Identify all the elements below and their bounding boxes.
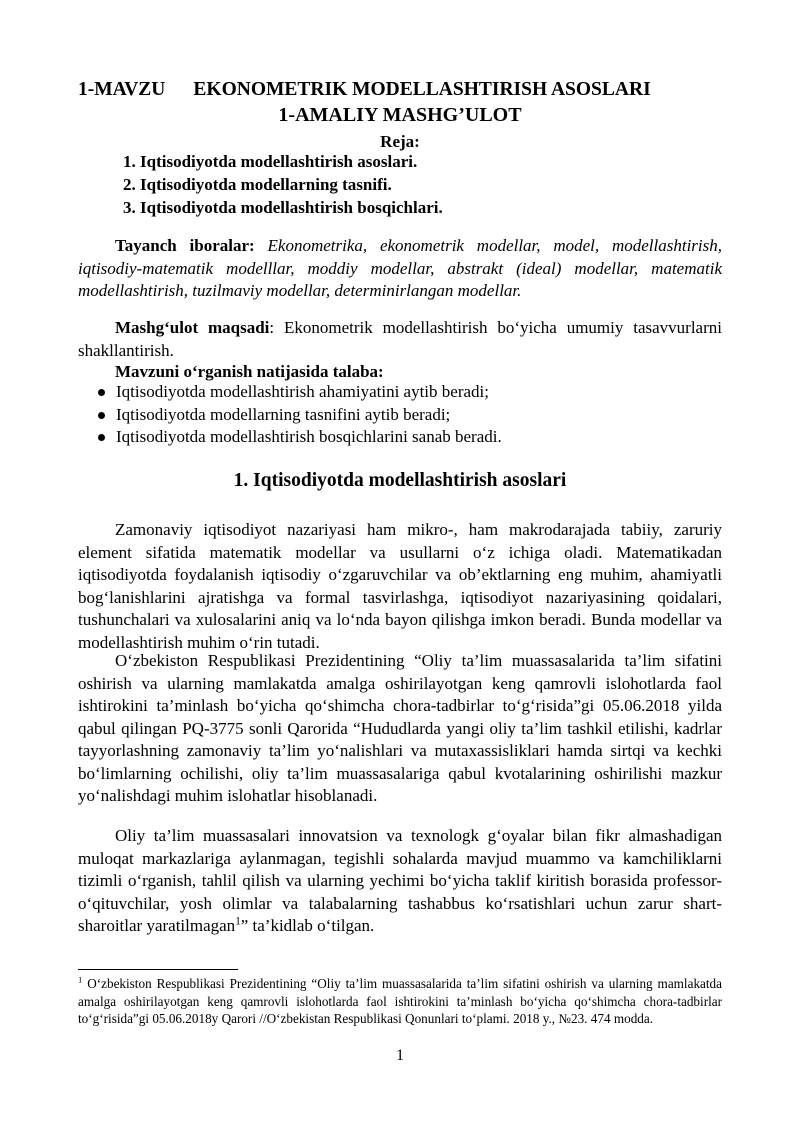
keywords-label: Tayanch iboralar: — [115, 236, 255, 255]
outcomes-heading: Mavzuni o‘rganish natijasida talaba: — [115, 362, 384, 381]
list-item: Iqtisodiyotda modellashtirish bosqichlarini sanab beradi. — [98, 426, 728, 449]
keywords-text: Ekonometrika, ekonometrik modellar, model, modellashtirish, iqtisodiy-matematik modelllar, moddiy modellar, abstrakt (ideal) modellar, matematik modellashtirish, tuzilmaviy modellar, determinirlangan modellar. — [78, 236, 723, 300]
footnote — [78, 975, 722, 1028]
topic-title — [78, 78, 722, 102]
footnote-divider — [78, 969, 238, 970]
bullet-icon — [98, 434, 105, 441]
section-paragraph-1: Zamonaviy iqtisodiyot nazariyasi ham mikro-, ham makrodarajada tabiiy, zaruriy element sifatida matematik modellar va usullarni o‘z ichiga oladi. Matematikadan iqtisodiyotda foydalanish iqtisodiy o‘zgaruvchilar va ob’ektlarning eng muhim, ahamiyatli bog‘lanishlarini ajratishga va formal tasvirlashga, iqtisodiyot nazariyasining qoidalari, tushunchalari va xulosalarini aniq va lo‘nda bayon qilishga imkon beradi. Bunda modellar va modellashtirish muhim o‘rin tutadi. — [78, 520, 722, 652]
section-paragraph-2: O‘zbekiston Respublikasi Prezidentining “Oliy ta’lim muassasalarida ta’lim sifatini oshirish va ularning mamlakatda amalga oshirilayotgan keng qamrovli islohotlarda faol ishtirokini ta’minlash bo‘yicha qo‘shimcha chora-tadbirlar to‘g‘risida”gi 05.06.2018 yilda qabul qilingan PQ-3775 sonli Qarorida “Hududlarda yangi oliy ta’lim tashkil etilishi, kadrlar tayyorlashning zamonaviy ta’lim yo‘nalishlari va mutaxassisliklari hamda sirtqi va kechki bo‘limlarning ochilishi, oliy ta’lim muassasalariga qabul kvotalarining oshirilishi mazkur yo‘nalishdagi muhim islohatlar hisoblanadi. — [78, 651, 722, 805]
bullet-icon — [98, 389, 105, 396]
goal-text: : Ekonometrik modellashtirish bo‘yicha umumiy tasavvurlarni shakllantirish. — [78, 318, 722, 360]
footnote-text: O‘zbekiston Respublikasi Prezidentining “Oliy ta’lim muassasalarida ta’lim sifatini oshirish va ularning mamlakatda amalga oshirilayotgan keng qamrovli islohotlarda faol ishtirokini ta’minlash bo‘yicha qo‘shimcha chora-tadbirlar to‘g‘risida”gi 05.06.2018y Qarori //O‘zbekistan Respublikasi Qonunlari to‘plami. 2018 y., №23. 474 modda. — [78, 976, 722, 1026]
goal-paragraph — [78, 317, 722, 362]
topic-number: 1-MAVZU — [78, 79, 166, 100]
footnote-reference: 1 — [235, 915, 241, 928]
goal-label: Mashg‘ulot maqsadi — [115, 318, 270, 337]
bullet-icon — [98, 412, 105, 419]
page-number: 1 — [396, 1047, 404, 1064]
plan-item-1: 1. Iqtisodiyotda modellashtirish asoslari. — [123, 152, 418, 171]
topic-name: EKONOMETRIK MODELLASHTIRISH ASOSLARI — [193, 79, 651, 100]
keywords-paragraph — [78, 235, 722, 303]
list-item: Iqtisodiyotda modellarning tasnifini aytib beradi; — [98, 404, 728, 427]
outcomes-list — [98, 381, 728, 449]
lesson-subtitle: 1-AMALIY MASHG’ULOT — [278, 104, 522, 126]
plan-heading: Reja: — [380, 132, 420, 151]
plan-item-2: 2. Iqtisodiyotda modellarning tasnifi. — [123, 175, 392, 194]
section-heading: 1. Iqtisodiyotda modellashtirish asoslari — [233, 470, 567, 491]
plan-item-3: 3. Iqtisodiyotda modellashtirish bosqichlari. — [123, 198, 443, 217]
list-item: Iqtisodiyotda modellashtirish ahamiyatini aytib beradi; — [98, 381, 728, 404]
section-paragraph-3: Oliy ta’lim muassasalari innovatsion va texnologk g‘oyalar bilan fikr almashadigan muloqat markazlariga aylanmagan, tegishli sohalarda mavjud muammo va kamchiliklarni tizimli o‘rganish, tahlil qilish va ularning yechimi bo‘yicha taklif kiritish borasida professor-o‘qituvchilar, yosh olimlar va talabalarning tashabbus ko‘rsatishlari uchun zarur shart-sharoitlar yaratilmagan$^1$” ta’kidlab o‘tilgan. — [78, 826, 722, 935]
footnote-mark: 1 — [78, 974, 83, 985]
